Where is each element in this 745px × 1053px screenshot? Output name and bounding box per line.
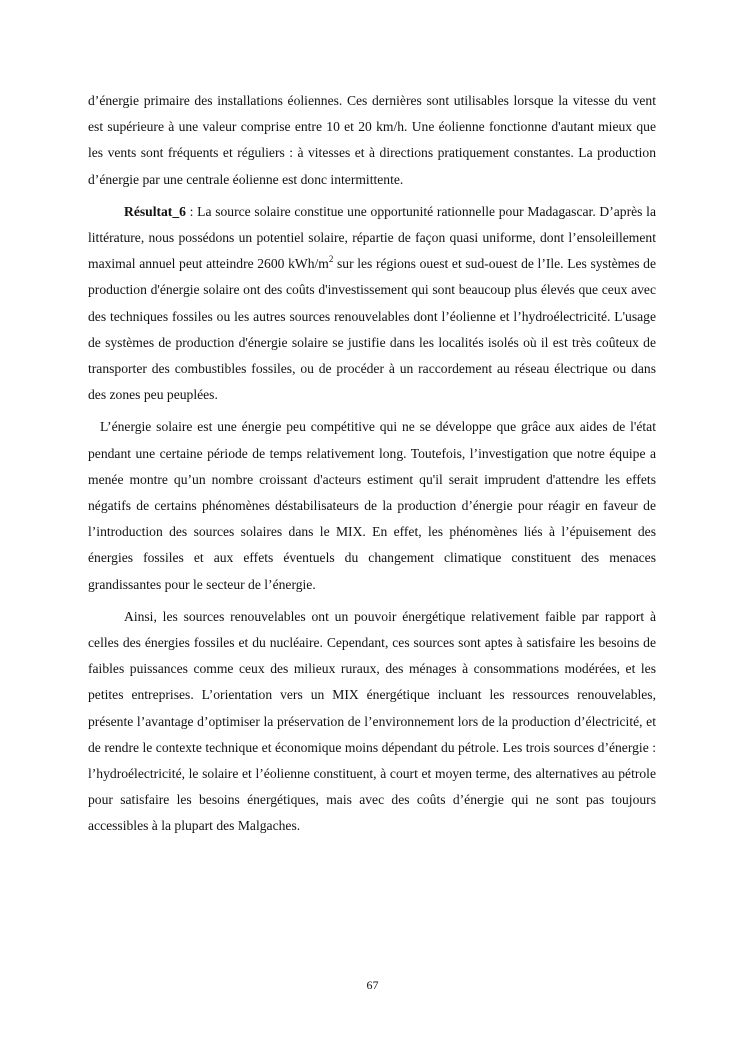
paragraph-result-6 <box>88 199 656 409</box>
page-number: 67 <box>366 978 379 992</box>
paragraph-wind-energy: d’énergie primaire des installations éoliennes. Ces dernières sont utilisables lorsque la vitesse du vent est supérieure à une valeur comprise entre 10 et 20 km/h. Une éolienne fonctionne d'autant mieux que les vents sont fréquents et réguliers : à vitesses et à directions pratiquement constantes. La production d’énergie par une centrale éolienne est donc intermittente. <box>88 93 656 187</box>
result-label: Résultat_6 <box>124 203 186 219</box>
result-text-part-2: sur les régions ouest et sud-ouest de l’Ile. Les systèmes de production d'énergie solaire ont des coûts d'investissement qui sont beaucoup plus élevés que ceux avec des techniques fossiles ou les autres sources renouvelables dont l’éolienne et l’hydroélectricité. L'usage de systèmes de production d'énergie solaire se justifie dans les localités isolés où il est très coûteux de transporter des combustibles fossiles, ou de procéder à un raccordement au réseau électrique ou dans des zones peu peuplées. <box>88 256 656 403</box>
paragraph-renewable-sources: Ainsi, les sources renouvelables ont un pouvoir énergétique relativement faible par rapport à celles des énergies fossiles et du nucléaire. Cependant, ces sources sont aptes à satisfaire les besoins de faibles puissances comme ceux des milieux ruraux, des ménages à consommations modérées, et les petites entreprises. L’orientation vers un MIX énergétique incluant les ressources renouvelables, présente l’avantage d’optimiser la préservation de l’environnement lors de la production d’électricité, et de rendre le contexte technique et économique moins dépendant du pétrole. Les trois sources d’énergie : l’hydroélectricité, le solaire et l’éolienne constituent, à court et moyen terme, des alternatives au pétrole pour satisfaire les besoins énergétiques, mais avec des coûts d’énergie qui ne sont pas toujours accessibles à la plupart des Malgaches. <box>88 608 656 834</box>
document-body <box>88 88 656 846</box>
superscript-exponent: 2 <box>328 254 334 265</box>
result-text-part-1: : La source solaire constitue une opportunité rationnelle pour Madagascar. D’après la littérature, nous possédons un potentiel solaire, répartie de façon quasi uniforme, dont l’ensoleillement maximal annuel peut atteindre 2600 kWh/m <box>88 203 656 272</box>
paragraph-solar-competitiveness: L’énergie solaire est une énergie peu compétitive qui ne se développe que grâce aux aides de l'état pendant une certaine période de temps relativement long. Toutefois, l’investigation que notre équipe a menée montre qu’un nombre croissant d'acteurs estiment qu'il serait imprudent d'attendre les effets négatifs de certains phénomènes déstabilisateurs de la production d’énergie pour réagir en faveur de l’introduction des sources solaires dans le MIX. En effet, les phénomènes liés à l’épuisement des énergies fossiles et aux effets éventuels du changement climatique constituent des menaces grandissantes pour le secteur de l’énergie. <box>88 419 656 592</box>
